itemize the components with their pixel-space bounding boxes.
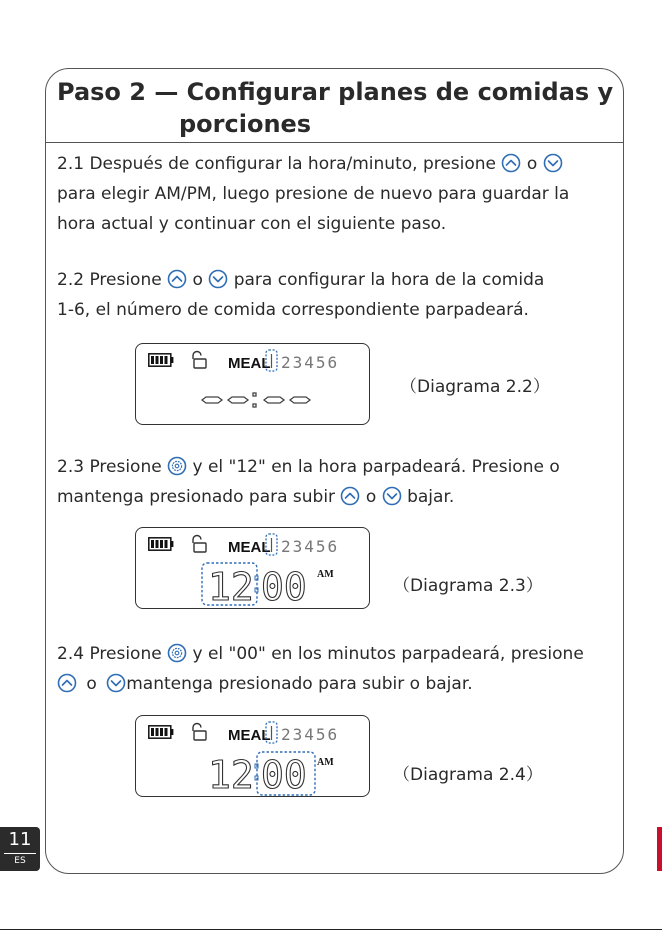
down-arrow-button-icon	[106, 673, 126, 693]
title-line-1: Paso 2 — Configurar planes de comidas y	[57, 78, 614, 106]
hour-digits: 12	[208, 565, 254, 609]
page-title	[57, 76, 617, 140]
battery-icon	[149, 538, 174, 550]
text-2-1-line2: para elegir AM/PM, luego presione de nuevo para guardar la	[57, 184, 570, 204]
text-2-1-a: 2.1 Después de configurar la hora/minuto, presione	[57, 154, 497, 174]
title-divider	[45, 142, 624, 143]
section-2-1	[57, 149, 617, 239]
text-2-4-b: y el "00" en los minutos parpadeará, presione	[192, 644, 584, 664]
title-line-2: porciones	[179, 110, 312, 138]
page-number: 11	[8, 829, 32, 850]
section-2-2	[57, 265, 617, 325]
text-2-2-line2: 1-6, el número de comida correspondiente parpadeará.	[57, 300, 529, 320]
caption-diagram-2-3: （Diagrama 2.3）	[393, 576, 543, 596]
meal-numbers: 23456	[281, 725, 340, 744]
empty-time-dashes	[202, 393, 310, 407]
up-arrow-button-icon	[57, 673, 77, 693]
meal-label: MEAL	[228, 727, 271, 744]
battery-icon	[149, 354, 174, 366]
hour-digits: 12	[208, 753, 254, 797]
text-2-2-a: 2.2 Presione	[57, 270, 162, 290]
ampm-indicator: AM	[317, 757, 334, 768]
settings-button-icon	[167, 643, 187, 663]
battery-icon	[149, 726, 174, 738]
lcd-display-diagram-2-3	[135, 527, 370, 609]
text-2-1-b: o	[526, 154, 538, 174]
text-2-3-a: 2.3 Presione	[57, 457, 162, 477]
minute-digits: 00	[261, 565, 307, 609]
caption-diagram-2-2: （Diagrama 2.2）	[400, 377, 550, 397]
meal-numbers: 23456	[281, 353, 340, 372]
language-code: ES	[14, 856, 26, 866]
up-arrow-button-icon	[501, 153, 521, 173]
down-arrow-button-icon	[208, 269, 228, 289]
text-2-2-c: para configurar la hora de la comida	[233, 270, 545, 290]
text-2-4-c: o	[86, 674, 97, 694]
bottom-rule	[0, 929, 662, 930]
up-arrow-button-icon	[167, 269, 187, 289]
text-2-1-line3: hora actual y continuar con el siguiente paso.	[57, 214, 447, 234]
unlock-icon	[193, 536, 206, 553]
text-2-3-e: bajar.	[407, 487, 455, 507]
section-2-3	[57, 452, 617, 512]
down-arrow-button-icon	[543, 153, 563, 173]
text-2-3-b: y el "12" en la hora parpadeará. Presione o	[192, 457, 560, 477]
meal-label: MEAL	[228, 355, 271, 372]
unlock-icon	[193, 724, 206, 741]
settings-button-icon	[167, 456, 187, 476]
lcd-display-diagram-2-2	[135, 343, 370, 425]
unlock-icon	[193, 352, 206, 369]
text-2-4-d: mantenga presionado para subir o bajar.	[126, 674, 473, 694]
page-badge-divider	[4, 853, 36, 854]
caption-diagram-2-4: （Diagrama 2.4）	[393, 765, 543, 785]
text-2-2-b: o	[192, 270, 203, 290]
text-2-4-a: 2.4 Presione	[57, 644, 162, 664]
minute-digits: 00	[261, 753, 307, 797]
meal-label: MEAL	[228, 539, 271, 556]
text-2-3-d: o	[365, 487, 377, 507]
meal-numbers: 23456	[281, 537, 340, 556]
down-arrow-button-icon	[382, 486, 402, 506]
section-2-4	[57, 639, 617, 699]
ampm-indicator: AM	[317, 569, 334, 580]
red-edge-tab	[657, 827, 662, 871]
text-2-3-c: mantenga presionado para subir	[57, 487, 336, 507]
up-arrow-button-icon	[340, 486, 360, 506]
lcd-display-diagram-2-4	[135, 715, 370, 797]
